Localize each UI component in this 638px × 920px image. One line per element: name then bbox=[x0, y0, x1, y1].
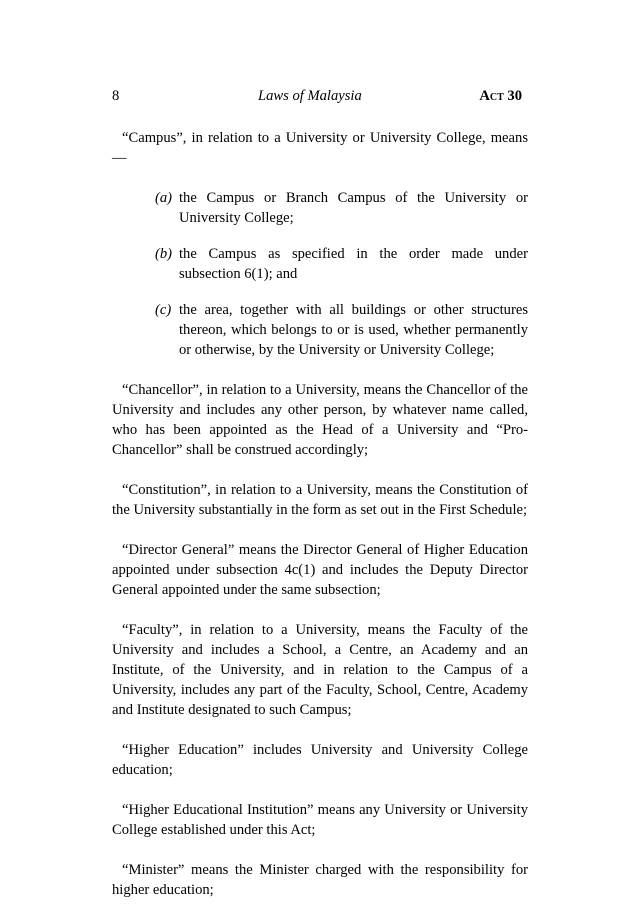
campus-item-b bbox=[112, 244, 528, 284]
definition-chancellor: “Chancellor”, in relation to a University, means the Chancellor of the University and includes any other person, by whatever name called, who has been appointed as the Head of a University and “Pro-Chancellor” shall be construed accordingly; bbox=[112, 382, 528, 458]
definition-minister: “Minister” means the Minister charged with the responsibility for higher education; bbox=[112, 862, 528, 898]
running-title: Laws of Malaysia bbox=[258, 88, 362, 104]
item-text: the Campus as specified in the order made under subsection 6(1); and bbox=[179, 246, 528, 282]
item-label: (c) bbox=[155, 302, 172, 318]
page-number: 8 bbox=[112, 88, 120, 104]
campus-item-c bbox=[112, 300, 528, 360]
page-header bbox=[112, 86, 528, 106]
item-text: the area, together with all buildings or other structures thereon, which belongs to or is used, whether permanently or otherwise, by the University or University College; bbox=[179, 302, 528, 358]
definition-campus: “Campus”, in relation to a University or University College, means— bbox=[112, 130, 528, 166]
definition-faculty: “Faculty”, in relation to a University, means the Faculty of the University and includes a School, a Centre, an Academy and an Institute, of the University, and in relation to the Campus of a University, includes any part of the Faculty, School, Centre, Academy and Institute designated to such Campus; bbox=[112, 622, 528, 718]
document-page bbox=[112, 86, 528, 920]
definition-director-general: “Director General” means the Director General of Higher Education appointed under subsection 4c(1) and includes the Deputy Director General appointed under the same subsection; bbox=[112, 542, 528, 598]
act-number: Act 30 bbox=[479, 88, 522, 104]
item-text: the Campus or Branch Campus of the University or University College; bbox=[179, 190, 528, 226]
definition-constitution: “Constitution”, in relation to a University, means the Constitution of the University substantially in the form as set out in the First Schedule; bbox=[112, 482, 528, 518]
campus-item-a bbox=[112, 188, 528, 228]
definition-higher-education: “Higher Education” includes University and University College education; bbox=[112, 742, 528, 778]
campus-items bbox=[112, 188, 528, 360]
item-label: (b) bbox=[155, 246, 173, 262]
definition-higher-educational-institution: “Higher Educational Institution” means any University or University College established under this Act; bbox=[112, 802, 528, 838]
item-label: (a) bbox=[155, 190, 173, 206]
